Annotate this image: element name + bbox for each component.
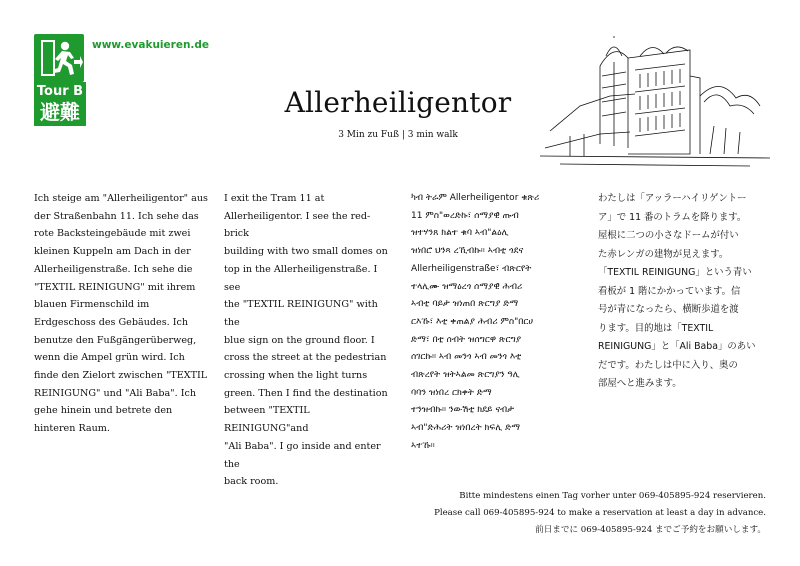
english-text-column: I exit the Tram 11 at Allerheiligentor. I see the red-brick building with two small domes on top in the Allerheiligenstraße. I see the "TEXTIL REINIGUNG" with the blue sign on the ground floor. I cross the street at the pedestrian crossing when the light turns green. Then I find the destination between "TEXTIL REINIGUNG"and "Ali Baba". I go inside and enter the back room. [224, 193, 388, 488]
walk-time-subtitle: 3 Min zu Fuß | 3 min walk [338, 130, 458, 140]
exit-sign-icon [34, 34, 84, 82]
japanese-text-column: わたしは「アッラーハイリゲントー ア」で 11 番のトラムを降ります。 屋根に二つの小さなドームが付い た赤レンガの建物が見えます。 「TEXTIL REINIGUNG」という青い 看板が 1 階にかかっています。信 号が青になったら、横断歩道を渡 ります。目的地は「TEXTIL REINIGUNG」と「Ali Baba」のあい だです。わたしは中に入り、奥の 部屋へと進みます。 [598, 193, 756, 389]
website-url[interactable]: www.evakuieren.de [92, 39, 210, 51]
evakuieren-logo [34, 34, 84, 124]
page-title: Allerheiligentor [284, 86, 512, 119]
german-text-column: Ich steige am "Allerheiligentor" aus der Straßenbahn 11. Ich sehe das rote Backsteingebäude mit zwei kleinen Kuppeln am Dach in der Allerheiligenstraße. Ich sehe die "TEXTIL REINIGUNG" mit ihrem blauen Firmenschild im Erdgeschoss des Gebäudes. Ich benutze den Fußgängerüberweg, wenn die Ampel grün wird. Ich finde den Zielort zwischen "TEXTIL REINIGUNG" und "Ali Baba". Ich gehe hinein und betrete den hinteren Raum. [34, 193, 208, 435]
building-sketch-illustration [540, 36, 770, 176]
reservation-note-english: Please call 069-405895-924 to make a reservation at least a day in advance. [434, 508, 766, 518]
kanji-label: 避難 [40, 100, 80, 124]
reservation-note-japanese: 前日までに 069-405895-924 までご予約をお願いします。 [535, 525, 766, 535]
tigrinya-text-column: ካብ ትራም Allerheiligentor ቁጽሪ 11 ምስ"ወረድኩ፣ ሰማያዊ ጡብ ዝተሃንጸ ክልተ ቁባ ኣብ"ልዕሊ ዝነበሮ ህንጻ ረኺብኩ። ኣብቲ ጎደና Allerheiligenstraße፣ ብጽርየት ተላሊሙ ዝማዕረጎ ሰማያዊ ሕብሪ ኣብቲ ባይታ ዝነጠበ ጽርግያ ድማ ርእኹ፣ እቲ ቀጠልያ ሕብሪ ምስ"በርሀ ድማ፣ በቲ ሰብት ዝሰግርዋ ጽርግያ ሰገርኩ። ኣብ መንጎ ኣብ መንጎ እቲ ብጽረየት ዝትኣልመ ጽርግያን ዓሊ ባባን ዝነበረ ርክቀት ድማ ተንዝብኩ። ንውሽቲ ክደይ ናብታ ኣብ"ድሕሪት ዝነበረት ክፍሊ ድማ ኣተኹ። [411, 193, 540, 451]
reservation-footer [434, 488, 766, 539]
reservation-note-german: Bitte mindestens einen Tag vorher unter 069-405895-924 reservieren. [459, 491, 766, 501]
tour-label: Tour B [36, 84, 84, 99]
logo-label-block [34, 82, 86, 126]
